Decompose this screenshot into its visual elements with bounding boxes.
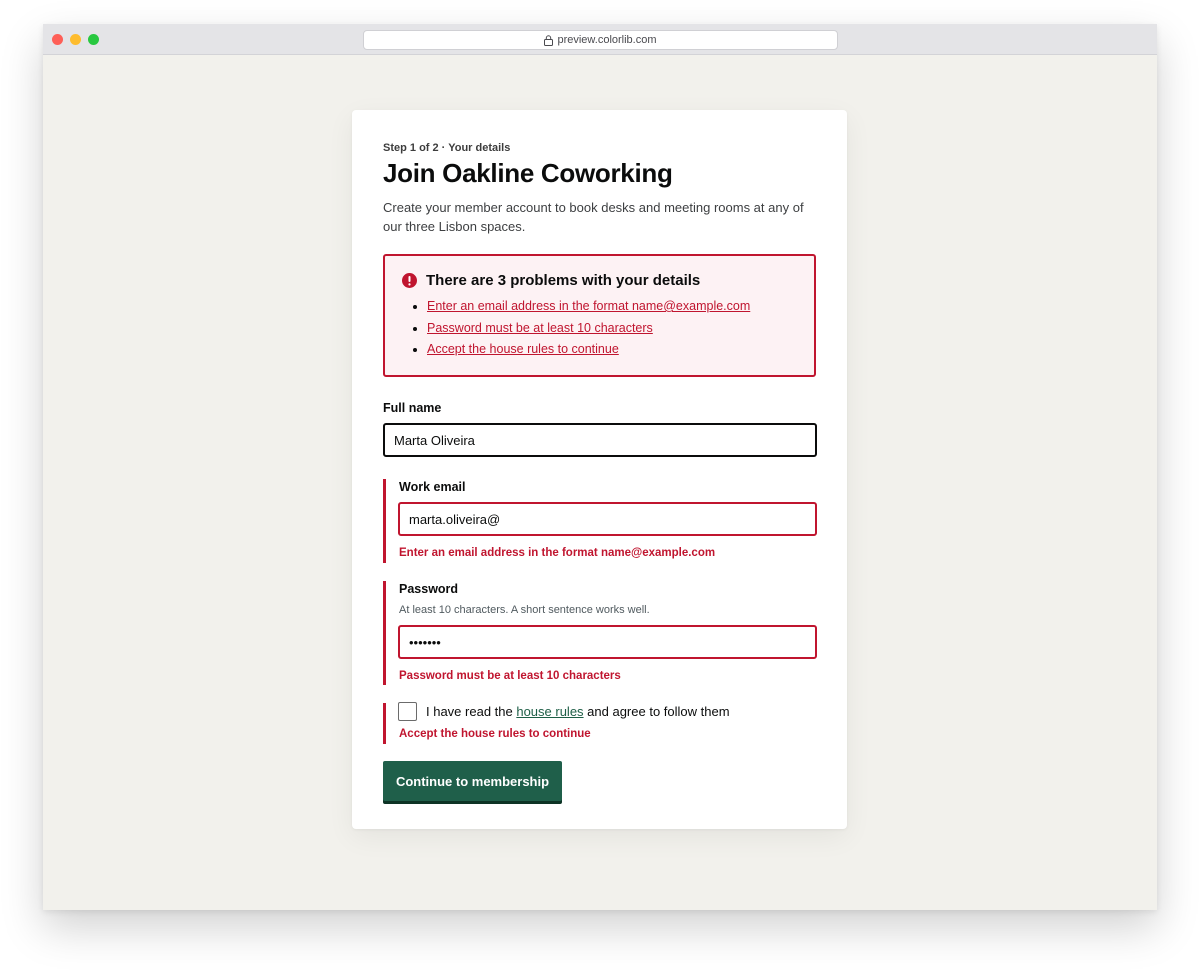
page-description: Create your member account to book desks and meeting rooms at any of our three Lisbon spaces. <box>383 200 804 234</box>
house-rules-text-before: I have read the <box>426 704 517 719</box>
address-bar-url: preview.colorlib.com <box>557 34 657 46</box>
browser-titlebar <box>43 24 1157 55</box>
error-summary-item <box>427 296 750 318</box>
continue-button[interactable]: Continue to membership <box>383 761 562 801</box>
password-input[interactable] <box>398 625 817 659</box>
page-title: Join Oakline Coworking <box>383 158 673 188</box>
error-summary <box>383 254 816 377</box>
house-rules-label <box>426 704 730 719</box>
error-summary-list <box>410 296 750 361</box>
full-name-input[interactable] <box>383 423 817 457</box>
zoom-window-button[interactable] <box>88 34 99 45</box>
house-rules-text-after: and agree to follow them <box>583 704 730 719</box>
password-error: Password must be at least 10 characters <box>399 670 621 682</box>
work-email-input[interactable] <box>398 502 817 536</box>
error-link-password[interactable]: Password must be at least 10 characters <box>427 320 653 335</box>
house-rules-group <box>383 703 386 744</box>
error-link-email[interactable]: Enter an email address in the format name@example.com <box>427 299 751 313</box>
error-summary-item <box>427 339 750 361</box>
house-rules-checkbox[interactable] <box>398 702 417 721</box>
error-summary-item <box>427 318 750 340</box>
work-email-label: Work email <box>399 480 466 494</box>
password-group <box>383 581 386 685</box>
full-name-label: Full name <box>383 401 442 415</box>
minimize-window-button[interactable] <box>70 34 81 45</box>
work-email-group <box>383 479 386 563</box>
password-label: Password <box>399 582 459 596</box>
step-indicator: Step 1 of 2 · Your details <box>383 142 511 154</box>
close-window-button[interactable] <box>52 34 63 45</box>
signup-card <box>352 110 847 829</box>
work-email-error: Enter an email address in the format name@example.com <box>399 547 716 559</box>
password-hint: At least 10 characters. A short sentence works well. <box>399 604 650 616</box>
browser-window <box>43 24 1157 910</box>
error-summary-title: There are 3 problems with your details <box>426 272 701 289</box>
error-link-house-rules[interactable]: Accept the house rules to continue <box>427 342 619 356</box>
lock-icon <box>544 35 553 46</box>
alert-icon <box>402 273 417 288</box>
address-bar[interactable] <box>363 30 838 50</box>
house-rules-link[interactable]: house rules <box>516 704 584 719</box>
house-rules-error: Accept the house rules to continue <box>399 728 591 740</box>
